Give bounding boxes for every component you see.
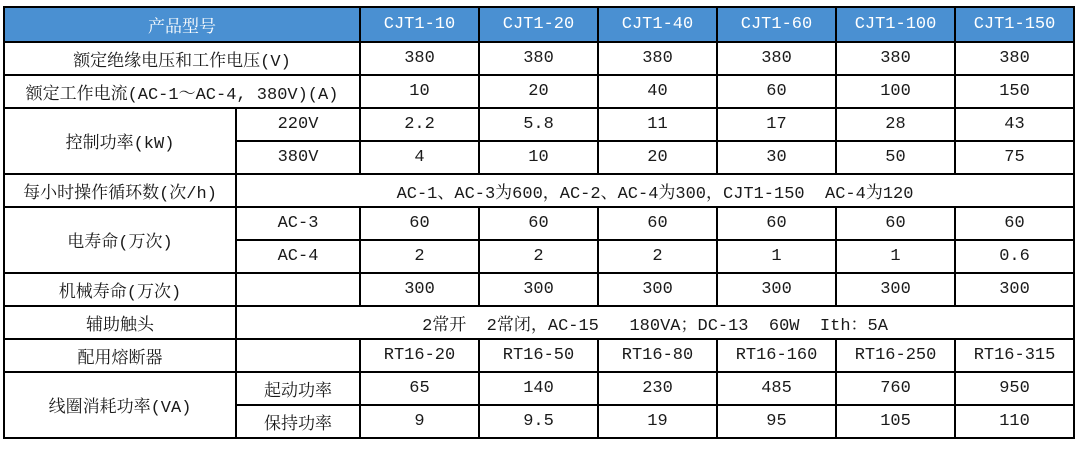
- spec-table: [3, 6, 1075, 439]
- row-label-control-power: 控制功率(kW): [4, 108, 236, 174]
- value-cell: RT16-20: [360, 339, 479, 372]
- header-model-cjt1-20: CJT1-20: [479, 7, 598, 42]
- header-row: [4, 7, 1074, 42]
- value-cell: 28: [836, 108, 955, 141]
- value-cell: 60: [955, 207, 1074, 240]
- value-cell: 300: [479, 273, 598, 306]
- value-cell: RT16-315: [955, 339, 1074, 372]
- value-cell: 11: [598, 108, 717, 141]
- auxiliary-contact-text: 2常开 2常闭，AC-15 180VA；DC-13 60W Ith：5A: [236, 306, 1074, 339]
- value-cell: 300: [717, 273, 836, 306]
- row-control-power-220v: [4, 108, 1074, 141]
- row-auxiliary-contact: [4, 306, 1074, 339]
- value-cell: 95: [717, 405, 836, 438]
- value-cell: 760: [836, 372, 955, 405]
- value-cell: 300: [955, 273, 1074, 306]
- value-cell: RT16-80: [598, 339, 717, 372]
- sub-label-start-power: 起动功率: [236, 372, 360, 405]
- header-model-cjt1-10: CJT1-10: [360, 7, 479, 42]
- value-cell: RT16-250: [836, 339, 955, 372]
- value-cell: 380: [955, 42, 1074, 75]
- row-label-rated-current: 额定工作电流(AC-1～AC-4, 380V)(A): [4, 75, 360, 108]
- row-label-operation-cycles: 每小时操作循环数(次/h): [4, 174, 236, 207]
- value-cell: 60: [717, 207, 836, 240]
- row-coil-power-start: [4, 372, 1074, 405]
- sub-label-ac4: AC-4: [236, 240, 360, 273]
- value-cell: 50: [836, 141, 955, 174]
- value-cell: 230: [598, 372, 717, 405]
- value-cell: 30: [717, 141, 836, 174]
- sub-label-380v: 380V: [236, 141, 360, 174]
- value-cell: 2: [479, 240, 598, 273]
- value-cell: 300: [598, 273, 717, 306]
- value-cell: 0.6: [955, 240, 1074, 273]
- value-cell: 2: [360, 240, 479, 273]
- value-cell: 150: [955, 75, 1074, 108]
- value-cell: 65: [360, 372, 479, 405]
- sub-label-hold-power: 保持功率: [236, 405, 360, 438]
- value-cell: 110: [955, 405, 1074, 438]
- value-cell: 75: [955, 141, 1074, 174]
- row-label-fuse: 配用熔断器: [4, 339, 236, 372]
- header-model-cjt1-100: CJT1-100: [836, 7, 955, 42]
- row-insulation-voltage: [4, 42, 1074, 75]
- value-cell: 20: [598, 141, 717, 174]
- value-cell: 105: [836, 405, 955, 438]
- sub-label-ac3: AC-3: [236, 207, 360, 240]
- value-cell: 9.5: [479, 405, 598, 438]
- value-cell: 140: [479, 372, 598, 405]
- value-cell: 300: [360, 273, 479, 306]
- row-label-insulation-voltage: 额定绝缘电压和工作电压(V): [4, 42, 360, 75]
- value-cell: 60: [836, 207, 955, 240]
- row-label-coil-power: 线圈消耗功率(VA): [4, 372, 236, 438]
- value-cell: 19: [598, 405, 717, 438]
- value-cell: 380: [598, 42, 717, 75]
- value-cell: RT16-160: [717, 339, 836, 372]
- value-cell: 10: [360, 75, 479, 108]
- row-rated-current: [4, 75, 1074, 108]
- empty-cell: [236, 339, 360, 372]
- value-cell: 17: [717, 108, 836, 141]
- value-cell: 60: [717, 75, 836, 108]
- value-cell: 10: [479, 141, 598, 174]
- value-cell: 40: [598, 75, 717, 108]
- value-cell: 43: [955, 108, 1074, 141]
- value-cell: RT16-50: [479, 339, 598, 372]
- row-label-mechanical-life: 机械寿命(万次): [4, 273, 236, 306]
- value-cell: 950: [955, 372, 1074, 405]
- value-cell: 1: [717, 240, 836, 273]
- value-cell: 9: [360, 405, 479, 438]
- value-cell: 380: [479, 42, 598, 75]
- value-cell: 60: [598, 207, 717, 240]
- row-fuse: [4, 339, 1074, 372]
- row-electrical-life-ac3: [4, 207, 1074, 240]
- value-cell: 60: [479, 207, 598, 240]
- row-mechanical-life: [4, 273, 1074, 306]
- sub-label-220v: 220V: [236, 108, 360, 141]
- header-model-cjt1-150: CJT1-150: [955, 7, 1074, 42]
- value-cell: 20: [479, 75, 598, 108]
- empty-cell: [236, 273, 360, 306]
- header-model-cjt1-40: CJT1-40: [598, 7, 717, 42]
- value-cell: 380: [836, 42, 955, 75]
- value-cell: 1: [836, 240, 955, 273]
- row-operation-cycles: [4, 174, 1074, 207]
- value-cell: 100: [836, 75, 955, 108]
- row-label-auxiliary-contact: 辅助触头: [4, 306, 236, 339]
- header-model-cjt1-60: CJT1-60: [717, 7, 836, 42]
- row-label-electrical-life: 电寿命(万次): [4, 207, 236, 273]
- header-product-model: 产品型号: [4, 7, 360, 42]
- value-cell: 60: [360, 207, 479, 240]
- value-cell: 380: [717, 42, 836, 75]
- value-cell: 300: [836, 273, 955, 306]
- value-cell: 2: [598, 240, 717, 273]
- value-cell: 4: [360, 141, 479, 174]
- value-cell: 2.2: [360, 108, 479, 141]
- value-cell: 5.8: [479, 108, 598, 141]
- operation-cycles-text: AC-1、AC-3为600，AC-2、AC-4为300，CJT1-150 AC-4为120: [236, 174, 1074, 207]
- value-cell: 380: [360, 42, 479, 75]
- value-cell: 485: [717, 372, 836, 405]
